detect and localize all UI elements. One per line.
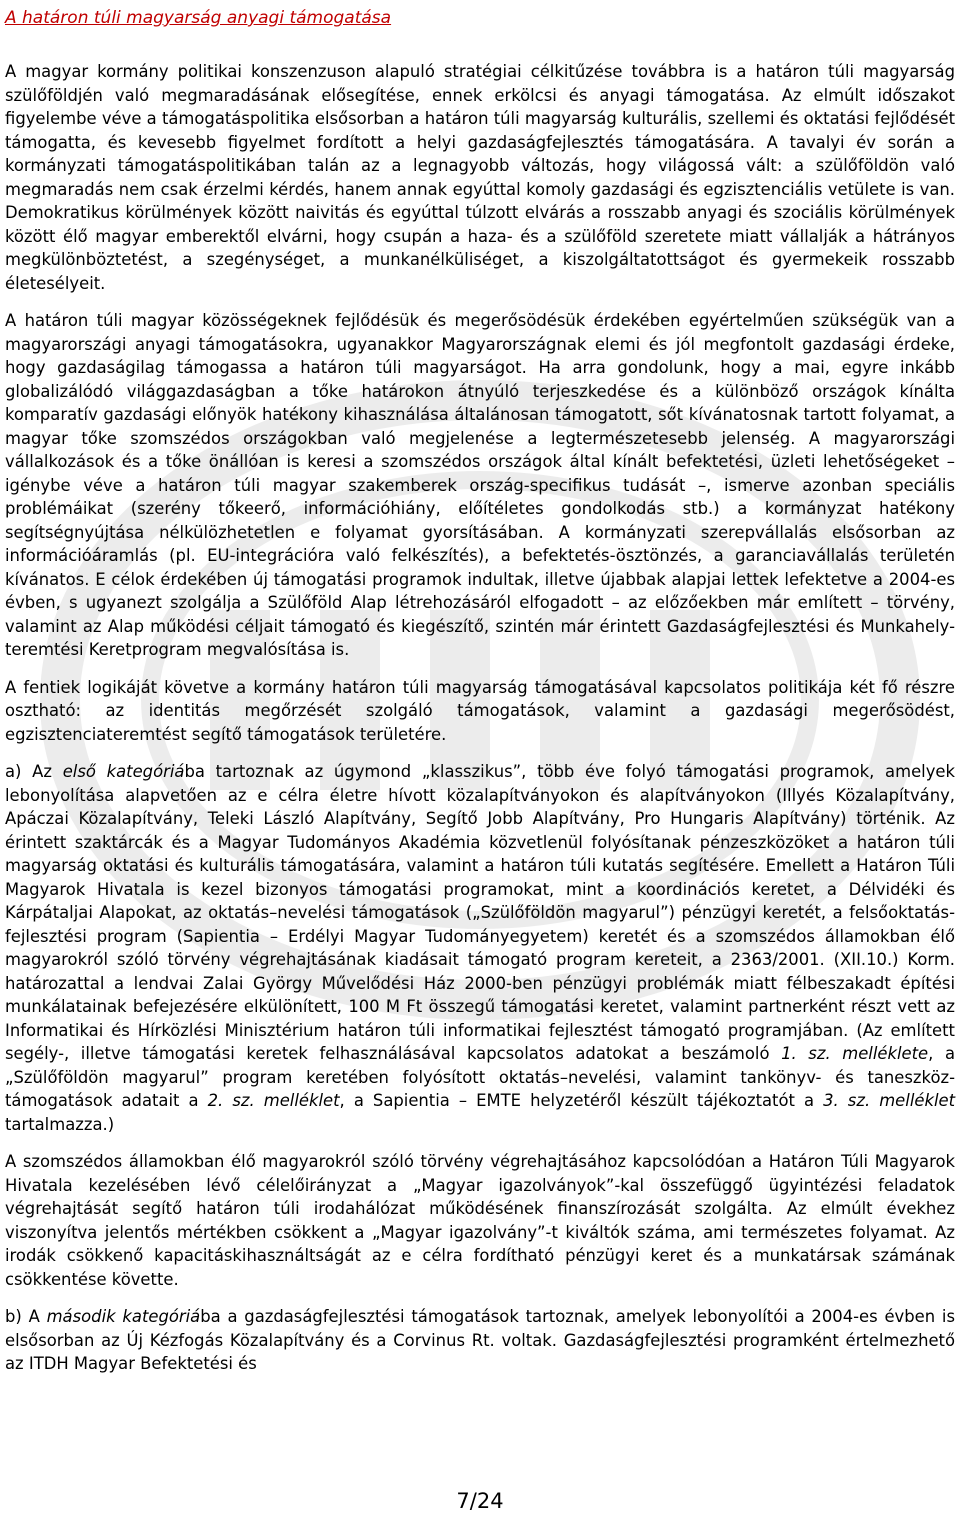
paragraph-4-text: , a „Szülőföldön magyarul” program keretében folyósított oktatás–nevelési, valamint tankönyv- és taneszköz-támogatások adatait a: [5, 1044, 956, 1110]
paragraph-4-text: tartalmazza.): [5, 1114, 115, 1134]
paragraph-1: A magyar kormány politikai konszenzuson alapuló stratégiai célkitűzése továbbra is a határon túli magyarság szülőföldjén való megmaradásának elősegítése, ennek erkölcsi és anyagi támogatása. Az elmúlt időszakot figyelembe véve a támogatáspolitika elsősorban a határon túli magyarság kulturális, szellemi és oktatási fejlődését támogatta, és kevesebb figyelmet fordított a helyi gazdaságfejlesztés támogatására. A tavalyi év során a kormányzati támogatáspolitikában talán az a legnagyobb változás, hogy világossá vált: a szülőföldön való megmaradás nem csak érzelmi kérdés, hanem annak egyúttal komoly gazdasági és egzisztenciális vetülete is van. Demokratikus körülmények között naivitás és egyúttal túlzott elvárás a rosszabb anyagi és szociális körülmények között élő magyar emberektől elvárni, hogy csupán a haza- és a szülőföld szeretete miatt vállalják a hátrányos megkülönböztetést, a szegénységet, a munkanélküliséget, a kiszolgáltatottságot és gyermekeik rosszabb életesélyeit.: [5, 62, 955, 293]
document-page: [5, 0, 955, 1376]
paragraph-5: A szomszédos államokban élő magyarokról szóló törvény végrehajtásához kapcsolódóan a Határon Túli Magyarok Hivatala kezelésében lévő célelőirányzat a „Magyar igazolványok”-kal összefüggő ügyintézési feladatok végrehajtását segítő határon túli irodahálózat működésének finanszírozását szolgálta. Az elmúlt évekhez viszonyítva jelentős mértékben csökkent a „Magyar igazolvány”-t kiváltók száma, ami természetes folyamat. Az irodák csökkenő kapacitáskihasználtságát az e célra fordítható pénzügyi keret és a munkatársak számának csökkentése követte.: [5, 1152, 955, 1289]
paragraph-4-emphasis: 3. sz. melléklet: [823, 1091, 956, 1110]
paragraph-4: [5, 760, 955, 1136]
paragraph-2: A határon túli magyar közösségeknek fejlődésük és megerősödésük érdekében egyértelműen szükségük van a magyarországi anyagi támogatásokra, ugyanakkor Magyarországnak elemi és jól megfontolt gazdasági érdeke, hogy gazdaságilag támogassa a határon túli magyarságot. Ha arra gondolunk, hogy a mai, egyre inkább globalizálódó világgazdaságban a tőke határokon átnyúló terjeszkedése és a különböző országok kínálta komparatív gazdasági előnyök hatékony kihasználása általánosan támogatott, sőt kívánatosnak tartott folyamat, a magyar tőke szomszédos országokban való megjelenése a legtermészetesebb jelenség. A magyarországi vállalkozások és a tőke önállóan is keresi a szomszédos országok által kínált befektetési, üzleti lehetőségeket – igénybe véve a határon túli magyar szakemberek ország-specifikus tudását –, ismerve azonban speciális problémáikat (szerény tőkeerő, információhiány, előítéletes gondolkodás stb.) a kormányzat hatékony segítségnyújtása nélkülözhetetlen e folyamat gyorsításában. A kormányzati szerepvállalás elsősorban az információáramlás (pl. EU-integrációra való felkészítés), a befektetés-ösztönzés, a garanciavállalás területén kívánatos. E célok érdekében új támogatási programok indultak, illetve újabbak alapjai lettek lefektetve a 2004-es évben, s ugyanezt szolgálja a Szülőföld Alap létrehozásáról elfogadott – az előzőekben már említett – törvény, valamint az Alap működési céljait támogató és kiegészítő, szintén már érintett Gazdaságfejlesztési és Munkahely-teremtési Keretprogram megvalósítása is.: [5, 311, 955, 659]
paragraph-6-text: b) A: [5, 1307, 47, 1326]
section-heading: A határon túli magyarság anyagi támogatása: [5, 8, 392, 28]
paragraph-6-text: ba a gazdaságfejlesztési támogatások tartoznak, amelyek lebonyolítói a 2004-es évben is elsősorban az Új Kézfogás Közalapítvány és a Corvinus Rt. voltak. Gazdaságfejlesztési programként értelmezhető az ITDH Magyar Befektetési és: [5, 1307, 955, 1373]
page-number: 7/24: [456, 1489, 504, 1513]
paragraph-3: A fentiek logikáját követve a kormány határon túli magyarság támogatásával kapcsolatos politikája két fő részre osztható: az identitás megőrzését szolgáló támogatások, valamint a gazdasági megerősödést, egzisztenciateremtést segítő támogatások területére.: [5, 677, 955, 744]
paragraph-4-text: ba tartoznak az úgymond „klasszikus”, több éve folyó támogatási programok, amelyek lebonyolítása alapvetően az e célra életre hívott közalapítványokon és alapítványokon (Illyés Közalapítvány, Apáczai Közalapítvány, Teleki László Alapítvány, Segítő Jobb Alapítvány, Pro Hungaris Alapítvány) történik. Az érintett szaktárcák és a Magyar Tudományos Akadémia közvetlenül folyósítanak pénzeszközöket a határon túli magyarság oktatási és kulturális támogatására, valamint a határon túli kutatás segítésére. Emellett a Határon Túli Magyarok Hivatala is kezel bizonyos támogatási programokat, mint a koordinációs keretet, a Délvidéki és Kárpátaljai Alapokat, az oktatás–nevelési támogatások („Szülőföldön magyarul”) pénzügyi keretét, a felsőoktatás-fejlesztési program (Sapientia – Erdélyi Magyar Tudományegyetem) keretét és a szomszédos államokban élő magyarokról szóló törvény végrehajtásának kiadásait támogató program kereteit, a 2363/2001. (XII.10.) Korm. határozattal a lendvai Zalai György Művelődési Ház 2000-ben pénzügyi problémák miatt félbeszakadt építési munkálatainak befejezésére elkülönített, 100 M Ft összegű támogatási keretet, valamint partnerként részt vett az Informatikai és Hírközlési Minisztérium határon túli informatikai fejlesztést támogató programjában. (Az említett segély-, illetve támogatási keretek felhasználásával kapcsolatos adatokat a beszámoló: [5, 762, 955, 1063]
paragraph-4-text: , a Sapientia – EMTE helyzetéről készült tájékoztatót a: [339, 1091, 824, 1110]
paragraph-4-emphasis: 1. sz. melléklete: [781, 1044, 929, 1063]
paragraph-4-emphasis: 2. sz. melléklet: [207, 1091, 340, 1110]
paragraph-4-text: a) Az: [5, 762, 63, 781]
paragraph-6-emphasis: második kategóriá: [46, 1307, 201, 1326]
paragraph-6: [5, 1305, 955, 1376]
paragraph-4-emphasis: első kategóriá: [62, 762, 185, 781]
